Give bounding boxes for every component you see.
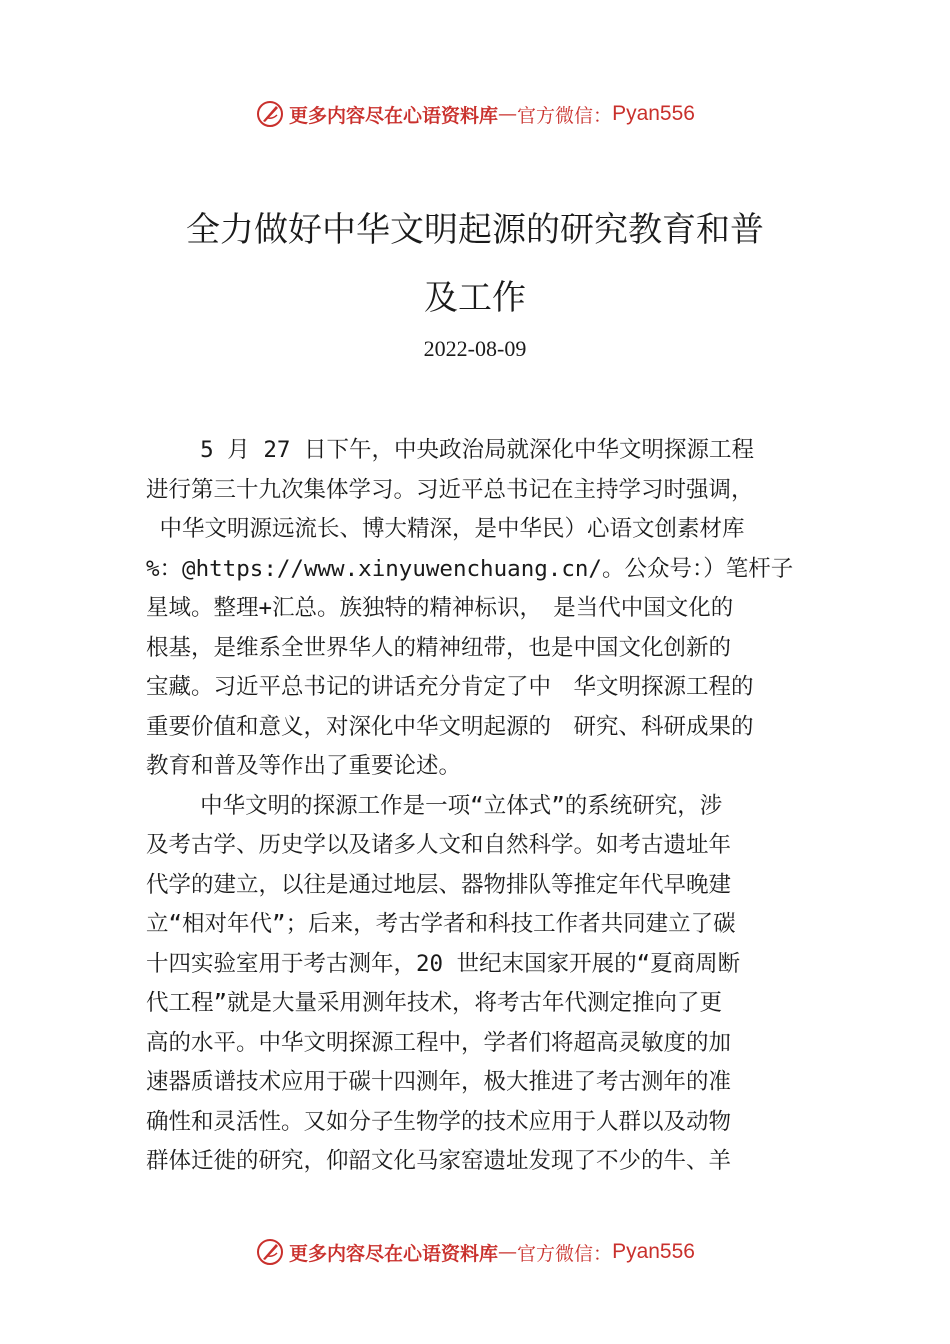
- footer-banner: [0, 1232, 950, 1272]
- banner-separator: —: [498, 1241, 518, 1263]
- body-line: 5 月 27 日下午，中央政治局就深化中华文明探源工程: [146, 437, 754, 463]
- body-line: %：@https://www.xinyuwenchuang.cn/。公众号：）笔杆子: [146, 555, 794, 582]
- quill-logo-icon: [255, 99, 285, 129]
- header-banner: [0, 94, 950, 134]
- body-line: 确性和灵活性。又如分子生物学的技术应用于人群以及动物: [146, 1108, 732, 1135]
- body-line: 十四实验室用于考古测年，20 世纪末国家开展的“夏商周断: [146, 950, 741, 977]
- body-line: 中华文明源远流长、博大精深，是中华民）心语文创素材库: [146, 516, 745, 542]
- banner-wechat-label: 官方微信：: [517, 104, 613, 127]
- banner-wechat-id: Pyan556: [612, 102, 695, 125]
- body-line: 高的水平。中华文明探源工程中，学者们将超高灵敏度的加: [146, 1029, 732, 1056]
- article-title-line-1: 全力做好中华文明起源的研究教育和普: [186, 210, 764, 250]
- body-line: 代工程”就是大量采用测年技术，将考古年代测定推向了更: [146, 990, 723, 1016]
- body-line: 星域。整理+汇总。族独特的精神标识， 是当代中国文化的: [146, 595, 734, 621]
- article-title-line-2: 及工作: [424, 278, 526, 318]
- body-line: 教育和普及等作出了重要论述。: [146, 753, 462, 779]
- quill-logo-icon: [255, 1237, 285, 1267]
- body-line: 速器质谱技术应用于碳十四测年，极大推进了考古测年的准: [146, 1069, 732, 1095]
- article-date: 2022-08-09: [423, 336, 527, 361]
- body-line: 立“相对年代”；后来，考古学者和科技工作者共同建立了碳: [146, 911, 736, 937]
- body-line: 及考古学、历史学以及诸多人文和自然科学。如考古遗址年: [146, 832, 732, 858]
- banner-brand-text: 更多内容尽在心语资料库: [289, 1242, 499, 1265]
- banner-brand-text: 更多内容尽在心语资料库: [289, 104, 499, 127]
- body-line: 中华文明的探源工作是一项“立体式”的系统研究，涉: [146, 792, 723, 819]
- body-line: 宝藏。习近平总书记的讲话充分肯定了中 华文明探源工程的: [146, 674, 754, 700]
- banner-wechat-id: Pyan556: [612, 1240, 695, 1263]
- banner-separator: —: [498, 103, 518, 125]
- banner-wechat-label: 官方微信：: [517, 1242, 613, 1265]
- body-line: 进行第三十九次集体学习。习近平总书记在主持学习时强调，: [146, 476, 754, 503]
- article-body: [146, 431, 822, 1182]
- body-line: 根基，是维系全世界华人的精神纽带，也是中国文化创新的: [146, 634, 732, 661]
- body-line: 重要价值和意义，对深化中华文明起源的 研究、科研成果的: [146, 713, 754, 740]
- body-line: 群体迁徙的研究，仰韶文化马家窑遗址发现了不少的牛、羊: [146, 1148, 732, 1174]
- body-line: 代学的建立，以往是通过地层、器物排队等推定年代早晚建: [146, 871, 732, 898]
